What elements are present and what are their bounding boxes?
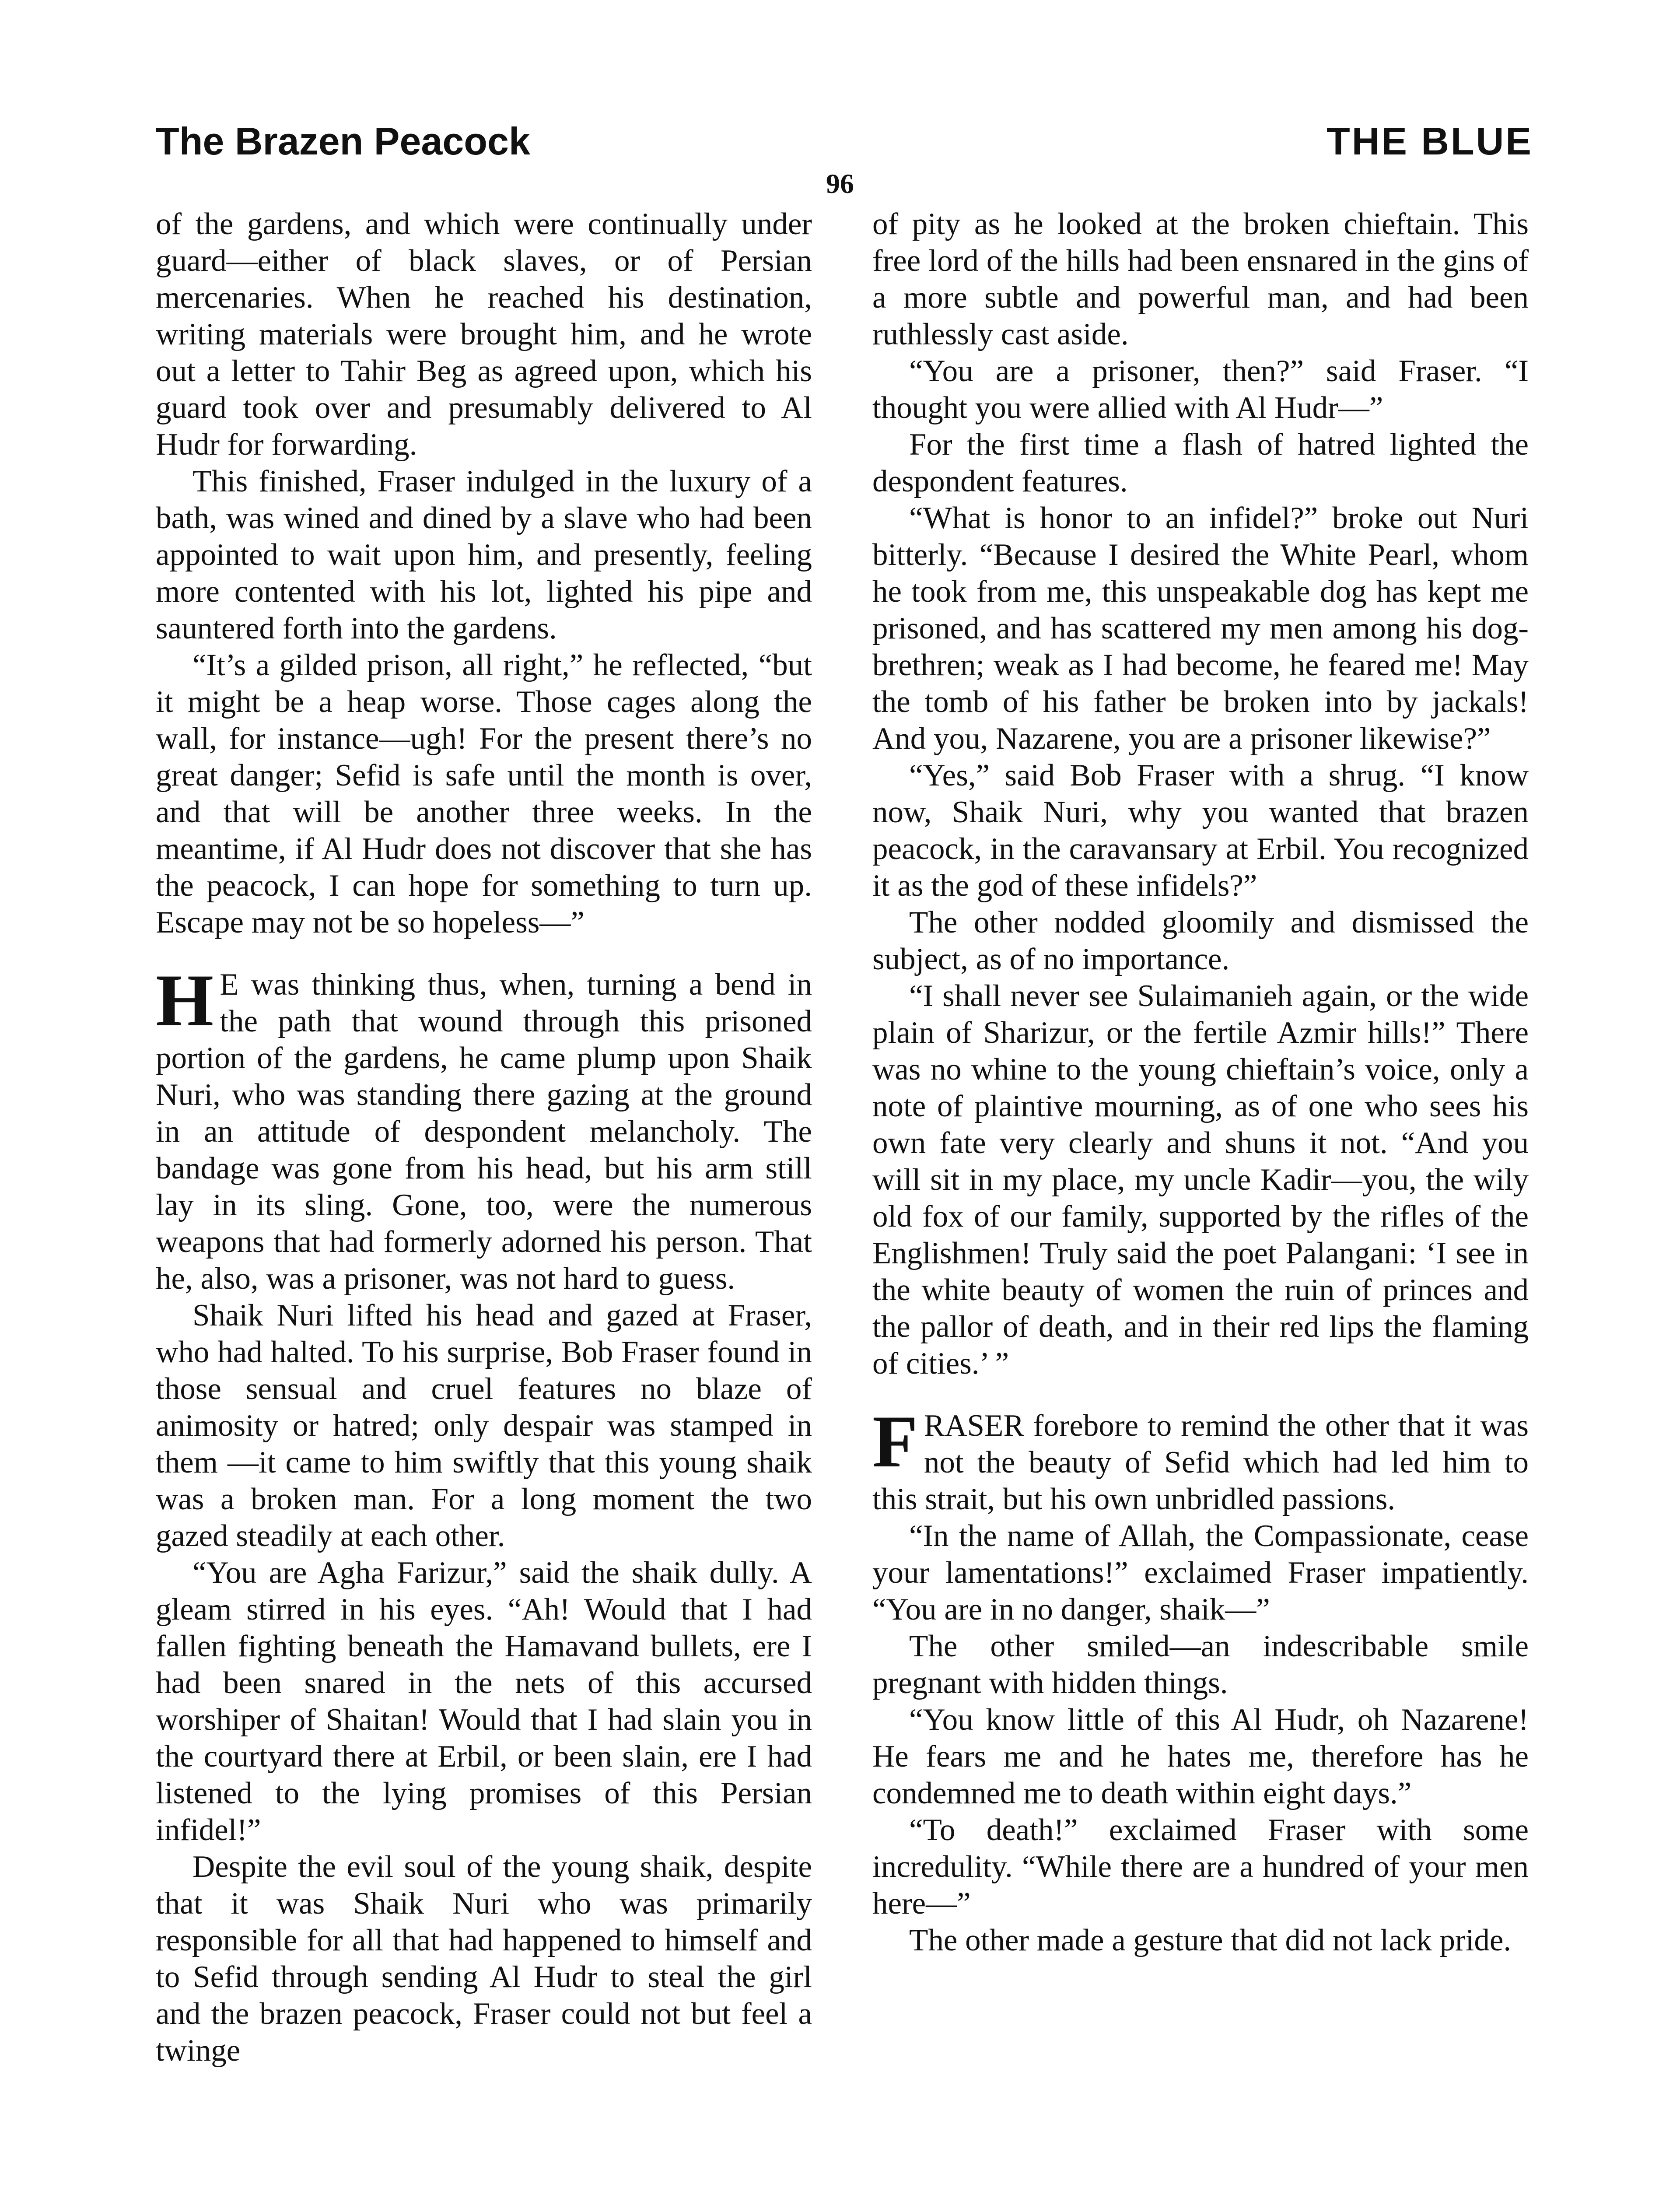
paragraph: The other smiled—an indescribable smile pregnant with hidden things.	[872, 1629, 1529, 1700]
paragraph: “You know little of this Al Hudr, oh Nazarene! He fears me and he hates me, therefore has he condemned me to death within eight days.”	[872, 1703, 1529, 1810]
page-number: 96	[826, 168, 854, 199]
running-head	[156, 117, 1533, 165]
paragraph: “In the name of Allah, the Compassionate, cease your lamentations!” exclaimed Fraser impatiently. “You are in no danger, shaik—”	[872, 1519, 1529, 1627]
paragraph: “It’s a gilded prison, all right,” he reflected, “but it might be a heap worse. Those cages along the wall, for instance—ugh! For the present there’s no great danger; Sefid is safe until the month is over, and that will be another three weeks. In the meantime, if Al Hudr does not discover that she has the peacock, I can hope for something to turn up. Escape may not be so hopeless—”	[156, 648, 812, 940]
paragraph: “You are a prisoner, then?” said Fraser. “I thought you were allied with Al Hudr—”	[872, 354, 1529, 425]
paragraph: “What is honor to an infidel?” broke out Nuri bitterly. “Because I desired the White Pearl, whom he took from me, this unspeakable dog has kept me prisoned, and has scattered my men among his dog-brethren; weak as I had become, he feared me! May the tomb of his father be broken into by jackals! And you, Nazarene, you are a prisoner likewise?”	[872, 501, 1529, 756]
paragraph: Despite the evil soul of the young shaik, despite that it was Shaik Nuri who was primarily responsible for all that had happened to himself and to Sefid through sending Al Hudr to steal the girl and the brazen peacock, Fraser could not but feel a twinge	[156, 1850, 812, 2068]
paragraph-text: E was thinking thus, when, turning a bend in the path that wound through this prisoned portion of the gardens, he came plump upon Shaik Nuri, who was standing there gazing at the ground in an attitude of despondent melancholy. The bandage was gone from his head, but his arm still lay in its sling. Gone, too, were the numerous weapons that had formerly adorned his person. That he, also, was a prisoner, was not hard to guess.	[156, 968, 812, 1296]
section-paragraph	[156, 959, 812, 1297]
left-column	[156, 206, 812, 2069]
paragraph: “To death!” exclaimed Fraser with some incredulity. “While there are a hundred of your men here—”	[872, 1813, 1529, 1921]
section-paragraph	[872, 1400, 1529, 1518]
paragraph: The other nodded gloomily and dismissed the subject, as of no importance.	[872, 905, 1529, 976]
magazine-title: THE BLUE	[1326, 119, 1533, 163]
paragraph: For the first time a flash of hatred lighted the despondent features.	[872, 428, 1529, 498]
paragraph: “Yes,” said Bob Fraser with a shrug. “I know now, Shaik Nuri, why you wanted that brazen peacock, in the caravansary at Erbil. You recognized it as the god of these infidels?”	[872, 758, 1529, 903]
paragraph: of the gardens, and which were continually under guard—either of black slaves, or of Persian mercenaries. When he reached his destination, writing materials were brought him, and he wrote out a letter to Tahir Beg as agreed upon, which his guard took over and presumably delivered to Al Hudr for forwarding.	[156, 207, 812, 462]
right-column	[872, 206, 1529, 1959]
paragraph-text: RASER forebore to remind the other that it was not the beauty of Sefid which had led him to this strait, but his own unbridled passions.	[872, 1409, 1529, 1516]
paragraph: of pity as he looked at the broken chieftain. This free lord of the hills had been ensnared in the gins of a more subtle and powerful man, and had been ruthlessly cast aside.	[872, 207, 1529, 351]
paragraph: “You are Agha Farizur,” said the shaik dully. A gleam stirred in his eyes. “Ah! Would that I had fallen fighting beneath the Hamavand bullets, ere I had been snared in the nets of this accursed worshiper of Shaitan! Would that I had slain you in the courtyard there at Erbil, or been slain, ere I had listened to the lying promises of this Persian infidel!”	[156, 1556, 812, 1847]
story-title: The Brazen Peacock	[156, 119, 530, 163]
paragraph: The other made a gesture that did not lack pride.	[909, 1923, 1512, 1957]
paragraph: “I shall never see Sulaimanieh again, or the wide plain of Sharizur, or the fertile Azmir hills!” There was no whine to the young chieftain’s voice, only a note of plaintive mourning, as of one who sees his own fate very clearly and shuns it not. “And you will sit in my place, my uncle Kadir—you, the wily old fox of our family, supported by the rifles of the Englishmen! Truly said the poet Palangani: ‘I see in the white beauty of women the ruin of princes and the pallor of death, and in their red lips the flaming of cities.’ ”	[872, 979, 1529, 1381]
paragraph: This finished, Fraser indulged in the luxury of a bath, was wined and dined by a slave who had been appointed to wait upon him, and presently, feeling more contented with his lot, lighted his pipe and sauntered forth into the gardens.	[156, 464, 812, 645]
drop-cap: H	[156, 959, 214, 1041]
drop-cap: F	[872, 1400, 918, 1483]
paragraph: Shaik Nuri lifted his head and gazed at Fraser, who had halted. To his surprise, Bob Fraser found in those sensual and cruel features no blaze of animosity or hatred; only despair was stamped in them —it came to him swiftly that this young shaik was a broken man. For a long moment the two gazed steadily at each other.	[156, 1298, 812, 1553]
